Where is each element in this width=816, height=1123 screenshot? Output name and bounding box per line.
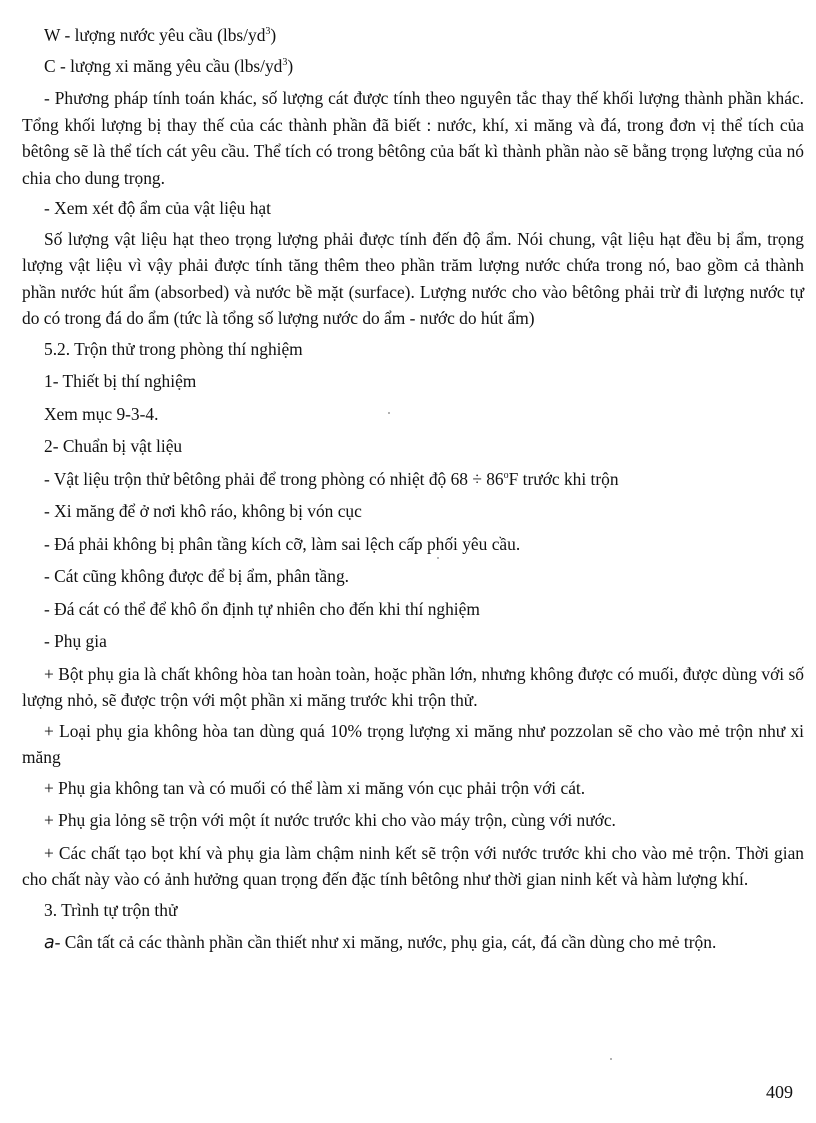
definition-w: W - lượng nước yêu cầu $(lbs/yd^3)$ bbox=[44, 25, 277, 45]
powder-admixture-paragraph: + Bột phụ gia là chất không hòa tan hoàn toàn, hoặc phần lớn, nhưng không được có muối, được dùng với số lượng nhỏ, sẽ được trộn với một phần xi măng trước khi trộn thử. bbox=[22, 663, 804, 710]
aggregate-drying-item: - Đá cát có thể để khô ổn định tự nhiên cho đến khi thí nghiệm bbox=[44, 598, 480, 619]
page-body bbox=[22, 22, 804, 961]
cement-storage-item: - Xi măng để ở nơi khô ráo, không bị vón cục bbox=[44, 501, 362, 521]
moisture-paragraph: Số lượng vật liệu hạt theo trọng lượng phải được tính đến độ ẩm. Nói chung, vật liệu hạt đều bị ẩm, trọng lượng vật liệu vì vậy phải được tính tăng thêm theo phần trăm lượng nước chứa trong nó, bao gồm cả thành phần nước hút ẩm (absorbed) và nước bề mặt (surface). Lượng nước cho vào bêtông phải trừ đi lượng nước tự do có trong đá do ẩm (tức là tổng số lượng nước do ẩm - nước do hút ẩm) bbox=[22, 228, 804, 328]
scan-speck bbox=[437, 557, 439, 559]
pozzolan-paragraph: + Loại phụ gia không hòa tan dùng quá 10% trọng lượng xi măng như pozzolan sẽ cho vào mẻ trộn như xi măng bbox=[22, 720, 804, 767]
temperature-item: - Vật liệu trộn thử bêtông phải để trong phòng có nhiệt độ $68 \div 86^oF$ trước khi trộn bbox=[44, 468, 619, 489]
air-entraining-paragraph: + Các chất tạo bọt khí và phụ gia làm chậm ninh kết sẽ trộn với nước trước khi cho vào mẻ trộn. Thời gian cho chất này vào có ảnh hưởng quan trọng đến đặc tính bêtông như thời gian ninh kết và hàm lượng khí. bbox=[22, 842, 804, 889]
scan-speck bbox=[610, 1058, 612, 1060]
see-reference: Xem mục 9-3-4. bbox=[44, 403, 159, 424]
liquid-admixture-item: + Phụ gia lỏng sẽ trộn với một ít nước trước khi cho vào máy trộn, cùng với nước. bbox=[44, 810, 616, 830]
material-prep-heading: 2- Chuẩn bị vật liệu bbox=[44, 436, 183, 456]
scan-speck bbox=[388, 412, 390, 414]
mixing-sequence-heading: 3. Trình tự trộn thử bbox=[44, 899, 178, 920]
definition-c: C - lượng xi măng yêu cầu $(lbs/yd^3)$ bbox=[44, 55, 294, 76]
alt-method-paragraph: - Phương pháp tính toán khác, số lượng cát được tính theo nguyên tắc thay thế khối lượng thành phần khác. Tổng khối lượng bị thay thế của các thành phần đã biết : nước, khí, xi măng và đá, trong đơn vị thể tích của bêtông sẽ là thể tích cát yêu cầu. Thể tích có trong bêtông của bất kì thành phần nào sẽ bằng trọng lượng của nó chia cho dung trọng. bbox=[22, 88, 804, 188]
equipment-heading: 1- Thiết bị thí nghiệm bbox=[44, 371, 197, 391]
stone-segregation-item: - Đá phải không bị phân tầng kích cỡ, làm sai lệch cấp phối yêu cầu. bbox=[44, 533, 521, 554]
page-number: 409 bbox=[766, 1082, 793, 1102]
step-a-mark: a bbox=[44, 933, 55, 953]
moisture-heading: - Xem xét độ ẩm của vật liệu hạt bbox=[44, 198, 271, 218]
admixture-heading: - Phụ gia bbox=[44, 631, 107, 651]
section-5-2-heading: 5.2. Trộn thử trong phòng thí nghiệm bbox=[44, 338, 303, 359]
sand-moisture-item: - Cát cũng không được để bị ẩm, phân tầng. bbox=[44, 566, 350, 586]
step-a-paragraph: a- Cân tất cả các thành phần cần thiết như xi măng, nước, phụ gia, cát, đá cần dùng cho mẻ trộn. bbox=[44, 932, 717, 953]
salt-admixture-item: + Phụ gia không tan và có muối có thể làm xi măng vón cục phải trộn với cát. bbox=[44, 777, 586, 798]
